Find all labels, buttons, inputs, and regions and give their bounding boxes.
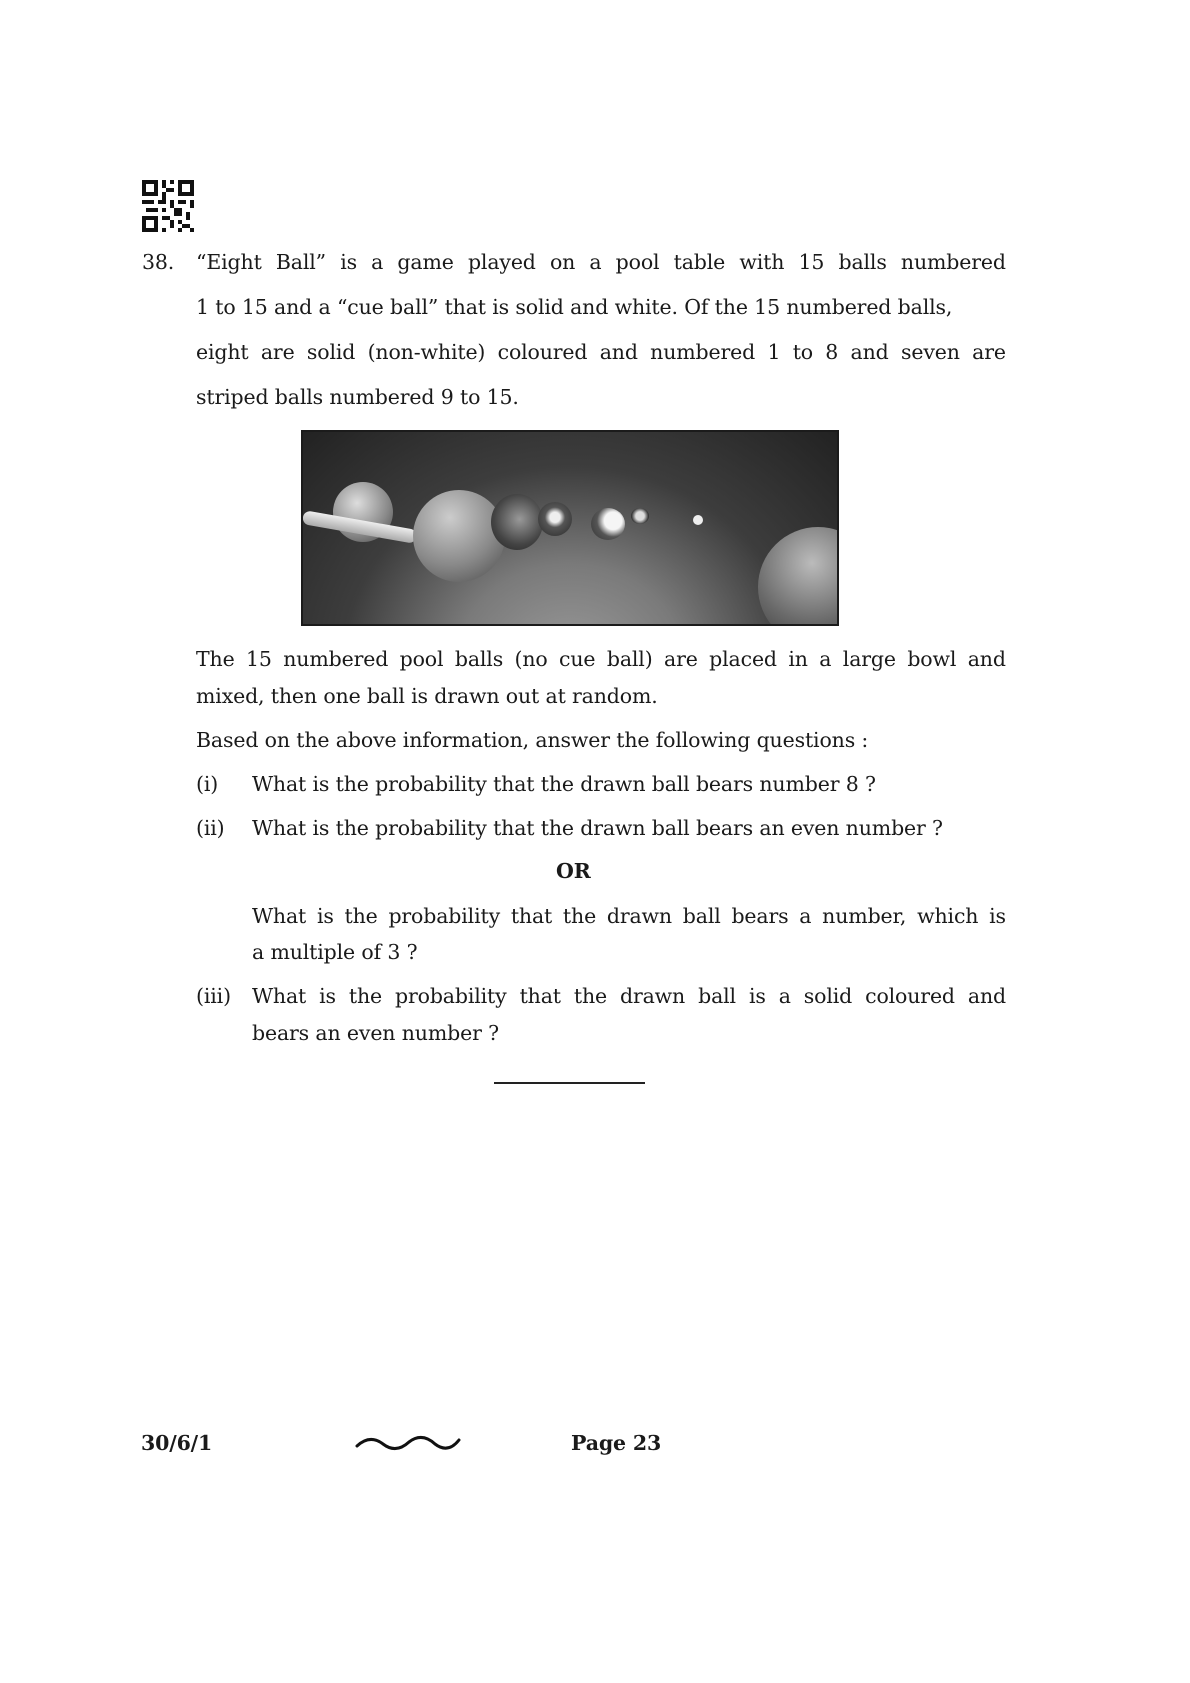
word: ball <box>682 904 721 928</box>
word: cue <box>559 647 596 671</box>
word: the <box>573 984 607 1008</box>
word: is <box>316 904 334 928</box>
word: seven <box>900 340 960 364</box>
word: table <box>673 250 726 274</box>
word: and <box>967 984 1006 1008</box>
word: (non-white) <box>367 340 486 364</box>
word: are <box>972 340 1006 364</box>
word: that <box>510 904 553 928</box>
word: balls <box>454 647 504 671</box>
footer-code: 30/6/1 <box>141 1431 213 1455</box>
word: 15 <box>246 647 272 671</box>
or-separator: OR <box>556 859 591 883</box>
word: number, <box>822 904 907 928</box>
word: probability <box>395 984 507 1008</box>
word: large <box>842 647 896 671</box>
word: game <box>397 250 454 274</box>
word: that <box>519 984 561 1008</box>
word: pool <box>615 250 660 274</box>
word: 8 <box>825 340 839 364</box>
word: pool <box>399 647 444 671</box>
intro-line-4: striped balls numbered 9 to 15. <box>196 385 519 409</box>
word: a <box>799 904 812 928</box>
word: balls <box>838 250 887 274</box>
word: are <box>260 340 295 364</box>
word: in <box>788 647 808 671</box>
word: placed <box>709 647 777 671</box>
word: is <box>748 984 766 1008</box>
wave-ornament-icon <box>355 1432 461 1454</box>
setup-line-2: mixed, then one ball is drawn out at random. <box>196 684 658 708</box>
instruction-text: Based on the above information, answer the following questions : <box>196 728 869 752</box>
word: are <box>664 647 698 671</box>
word: played <box>467 250 536 274</box>
intro-line-2: 1 to 15 and a “cue ball” that is solid and white. Of the 15 numbered balls, <box>196 295 953 319</box>
part-iii-line-1 <box>252 986 1006 1007</box>
word: and <box>967 647 1006 671</box>
word: a <box>819 647 832 671</box>
word: with <box>739 250 785 274</box>
part-iii-line-2: bears an even number ? <box>252 1021 499 1045</box>
word: probability <box>388 904 501 928</box>
qr-code-icon <box>142 180 194 232</box>
word: is <box>340 250 357 274</box>
word: solid <box>306 340 356 364</box>
question-number: 38. <box>142 250 175 274</box>
word: and <box>850 340 889 364</box>
word: a <box>778 984 791 1008</box>
word: What <box>252 984 307 1008</box>
part-iii-label: (iii) <box>196 984 231 1008</box>
word: bowl <box>907 647 957 671</box>
alternative-line-1 <box>252 906 1006 927</box>
pool-balls-photo <box>301 430 839 626</box>
word: ball <box>698 984 736 1008</box>
word: coloured <box>497 340 588 364</box>
part-i-text: What is the probability that the drawn ball bears number 8 ? <box>252 772 876 796</box>
alternative-line-2: a multiple of 3 ? <box>252 940 418 964</box>
footer-page-number: Page 23 <box>571 1431 662 1455</box>
word: drawn <box>606 904 672 928</box>
word: and <box>599 340 638 364</box>
word: the <box>344 904 378 928</box>
word: ball) <box>606 647 653 671</box>
part-ii-label: (ii) <box>196 816 225 840</box>
end-rule <box>494 1082 645 1084</box>
word: bears <box>731 904 789 928</box>
word: “Eight <box>196 250 262 274</box>
word: Ball” <box>275 250 326 274</box>
setup-line-1 <box>196 649 1006 670</box>
part-ii-text: What is the probability that the drawn ball bears an even number ? <box>252 816 943 840</box>
word: (no <box>514 647 548 671</box>
word: drawn <box>619 984 686 1008</box>
word: to <box>792 340 813 364</box>
word: numbered <box>900 250 1006 274</box>
word: is <box>319 984 336 1008</box>
word: the <box>348 984 383 1008</box>
intro-line-3 <box>196 342 1006 363</box>
intro-line-1 <box>196 252 1006 273</box>
word: solid <box>803 984 853 1008</box>
word: 1 <box>767 340 781 364</box>
word: What <box>252 904 307 928</box>
word: The <box>196 647 235 671</box>
word: which <box>917 904 979 928</box>
word: coloured <box>865 984 955 1008</box>
word: numbered <box>650 340 756 364</box>
word: eight <box>196 340 249 364</box>
word: 15 <box>798 250 825 274</box>
part-i-label: (i) <box>196 772 219 796</box>
word: on <box>549 250 576 274</box>
word: a <box>371 250 384 274</box>
word: a <box>589 250 602 274</box>
word: is <box>989 904 1006 928</box>
word: the <box>562 904 597 928</box>
word: numbered <box>283 647 389 671</box>
